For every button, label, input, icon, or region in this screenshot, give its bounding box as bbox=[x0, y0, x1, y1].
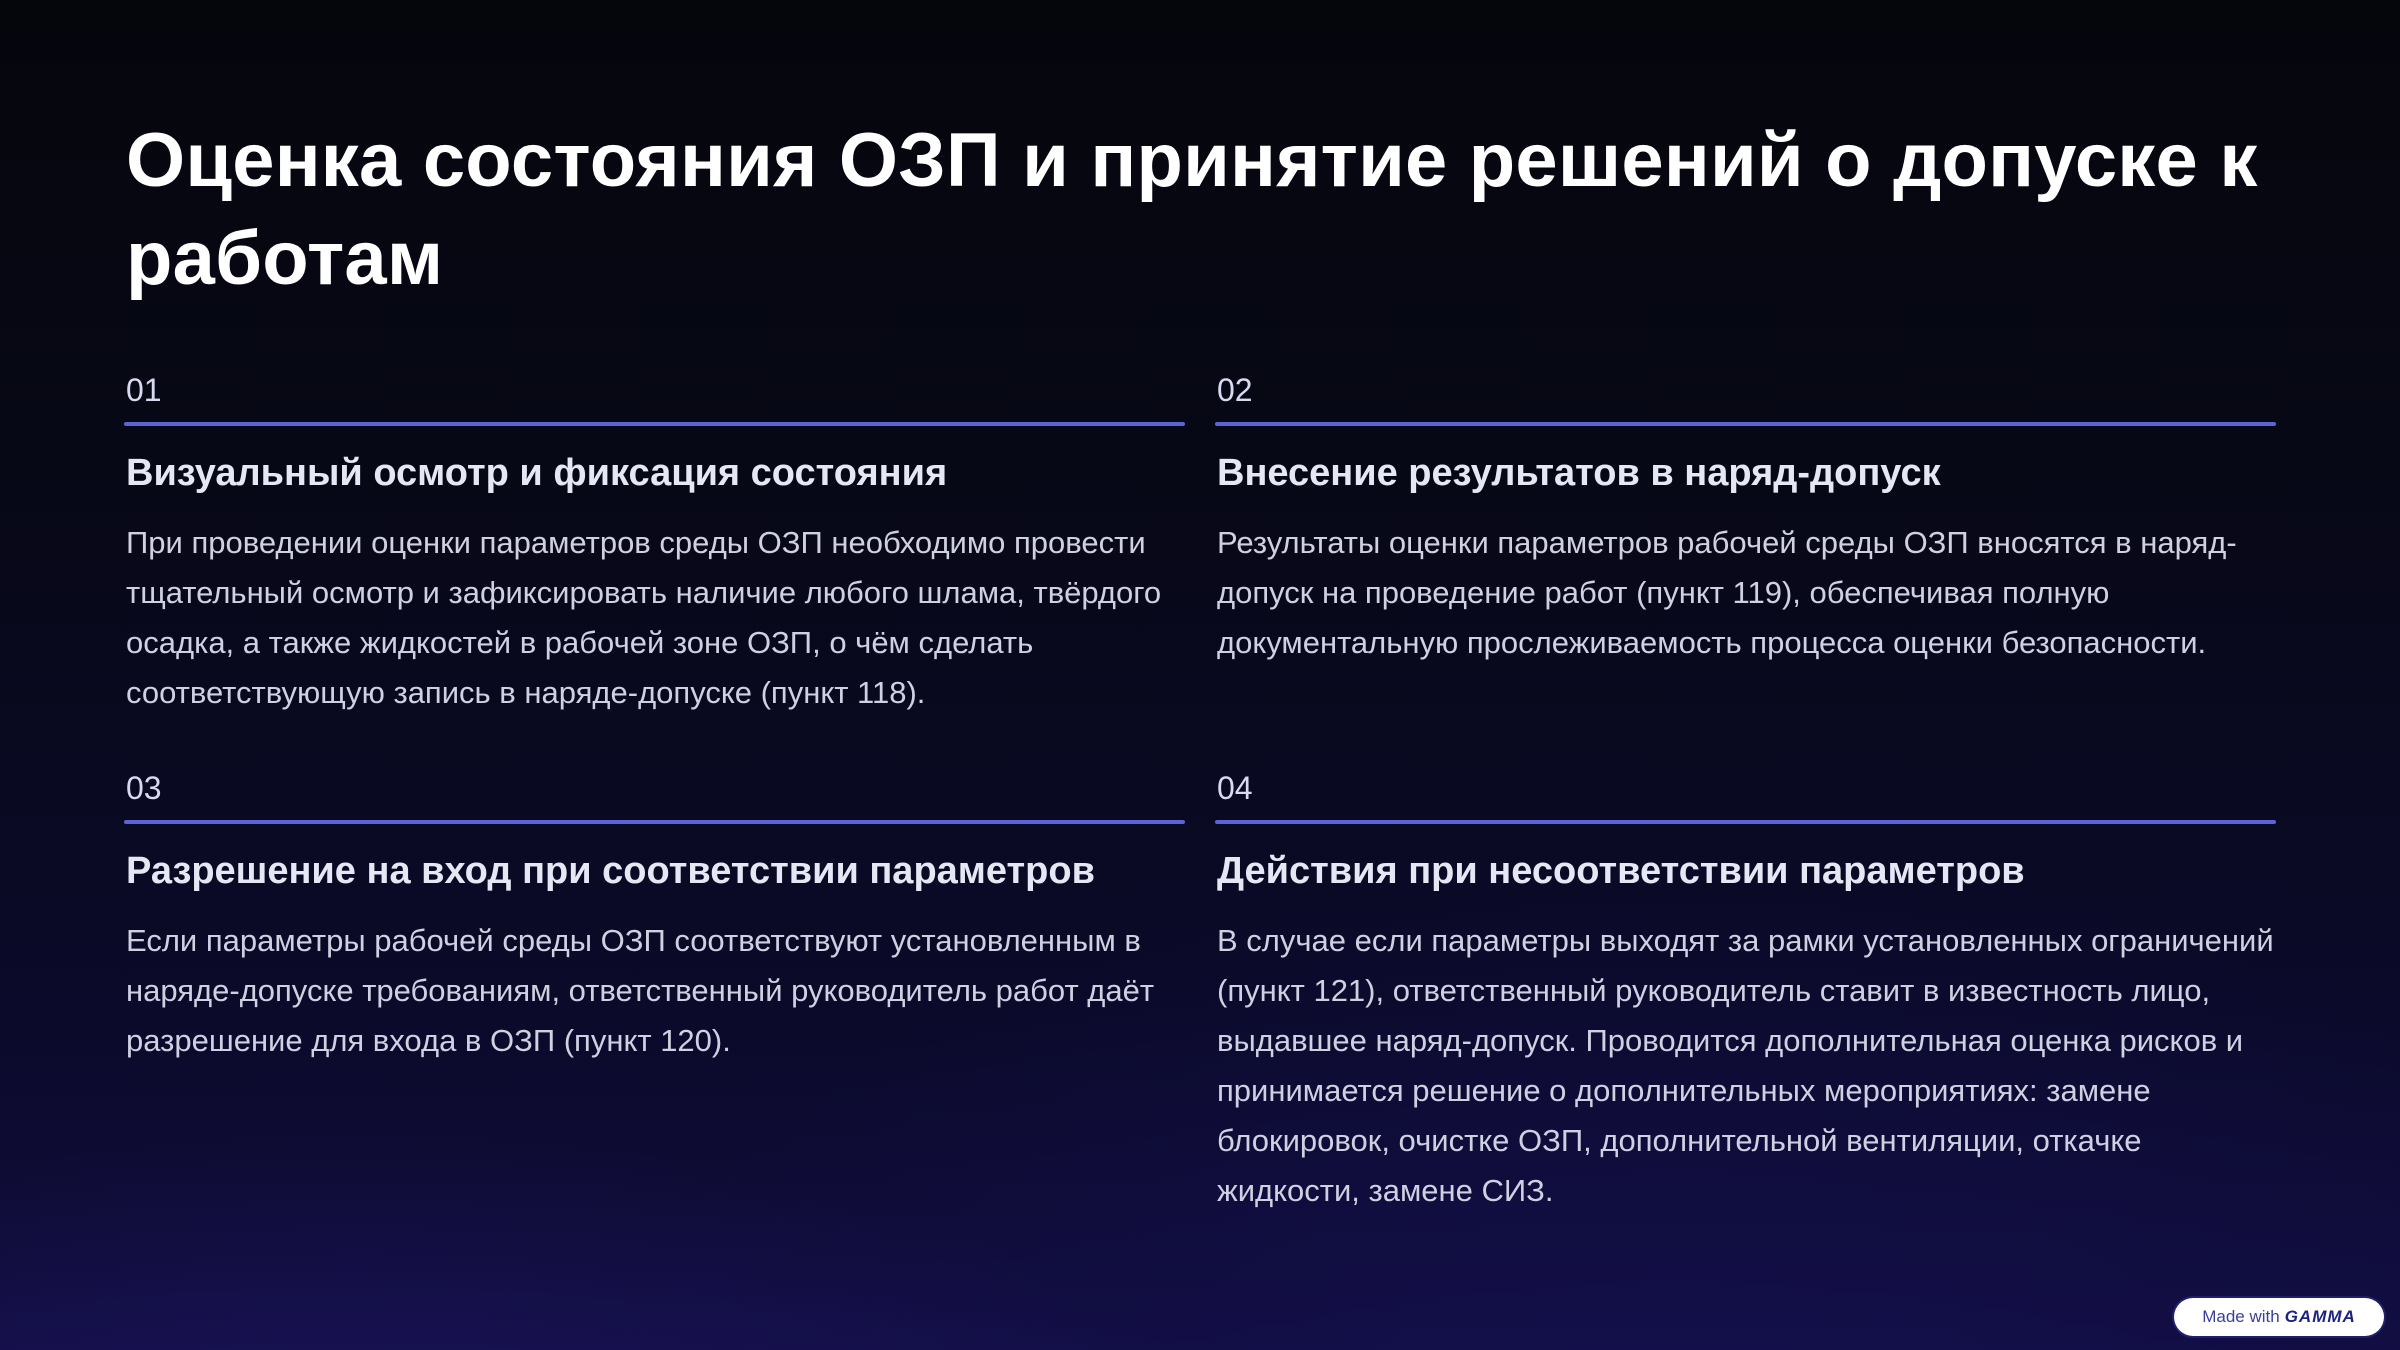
step-text: Если параметры рабочей среды ОЗП соответствуют установленным в наряде-допуске требованиям, ответственный руководитель работ даёт разрешение для входа в ОЗП (пункт 120). bbox=[126, 923, 1155, 1058]
step-heading: Внесение результатов в наряд-допуск bbox=[1217, 452, 1941, 494]
step-text: При проведении оценки параметров среды ОЗП необходимо провести тщательный осмотр и зафиксировать наличие любого шлама, твёрдого осадка, а также жидкостей в рабочей зоне ОЗП, о чём сделать соответствующую запись в наряде-допуске (пункт 118). bbox=[126, 525, 1162, 710]
step-text: Результаты оценки параметров рабочей среды ОЗП вносятся в наряд-допуск на проведение работ (пункт 119), обеспечивая полную документальную прослеживаемость процесса оценки безопасности. bbox=[1217, 525, 2237, 660]
badge-prefix: Made with bbox=[2202, 1307, 2280, 1326]
step-divider bbox=[124, 422, 1185, 426]
step-heading: Разрешение на вход при соответствии параметров bbox=[126, 850, 1095, 892]
step-text: В случае если параметры выходят за рамки установленных ограничений (пункт 121), ответственный руководитель ставит в известность лицо, выдавшее наряд-допуск. Проводится дополнительная оценка рисков и принимается решение о дополнительных мероприятиях: замене блокировок, очистке ОЗП, дополнительной вентиляции, откачке жидкости, замене СИЗ. bbox=[1217, 923, 2274, 1208]
step-card-02 bbox=[1215, 370, 2276, 768]
step-card-01 bbox=[124, 370, 1185, 768]
made-with-gamma-badge[interactable] bbox=[2174, 1298, 2384, 1336]
slide-title: Оценка состояния ОЗП и принятие решений о допуске к работам bbox=[126, 118, 2258, 301]
step-heading: Визуальный осмотр и фиксация состояния bbox=[126, 452, 948, 494]
step-number: 01 bbox=[126, 372, 162, 408]
step-divider bbox=[1215, 422, 2276, 426]
step-number: 04 bbox=[1217, 770, 1253, 806]
step-divider bbox=[124, 820, 1185, 824]
gamma-logo: GAMMA bbox=[2284, 1307, 2356, 1326]
step-heading: Действия при несоответствии параметров bbox=[1217, 850, 2025, 892]
step-number: 02 bbox=[1217, 372, 1253, 408]
step-card-03 bbox=[124, 768, 1185, 1218]
steps-grid bbox=[124, 370, 2276, 1218]
step-number: 03 bbox=[126, 770, 162, 806]
step-divider bbox=[1215, 820, 2276, 824]
step-card-04 bbox=[1215, 768, 2276, 1218]
